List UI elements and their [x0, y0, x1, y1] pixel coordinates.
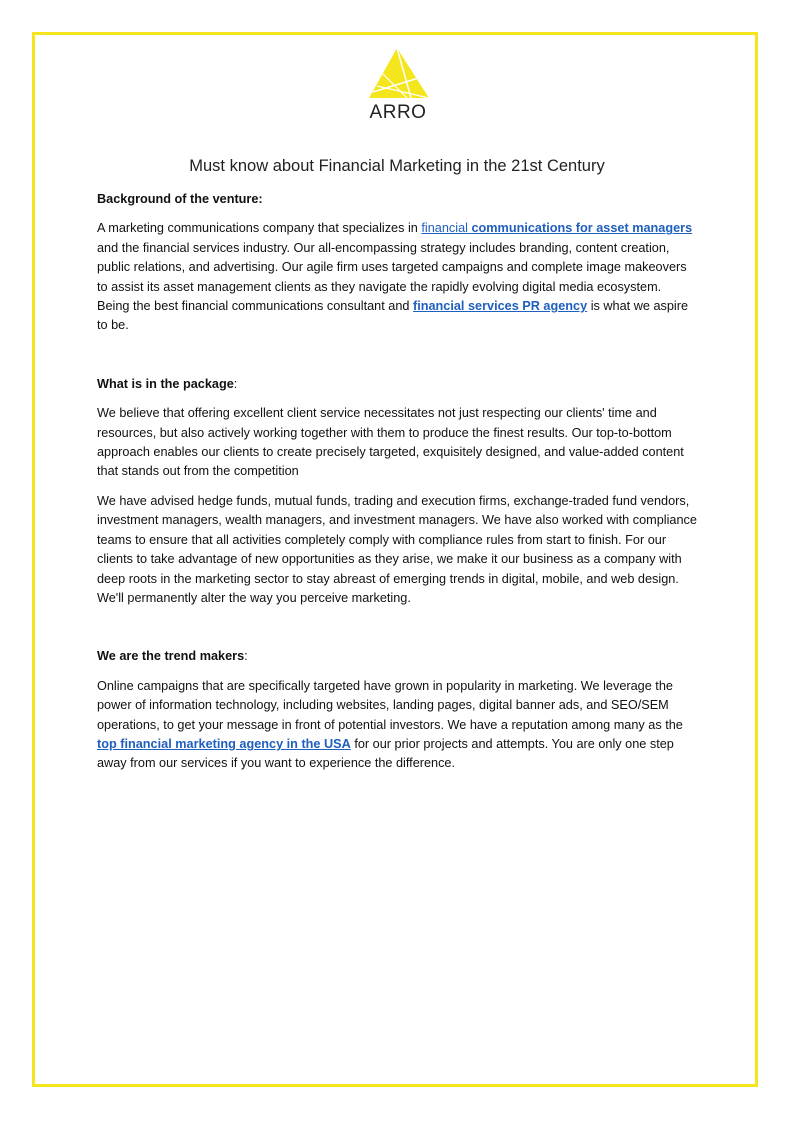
section-heading [97, 375, 697, 394]
paragraph-text: is what we aspire to be. [97, 299, 689, 333]
heading-text: Background of the venture: [97, 192, 263, 206]
inline-link[interactable]: top financial marketing agency in the USA [97, 736, 351, 751]
section-spacer [97, 618, 697, 647]
section-heading [97, 647, 697, 666]
inline-link[interactable]: financial [421, 221, 472, 236]
triangle-logo-icon [363, 46, 433, 102]
paragraph-text: We have advised hedge funds, mutual funds, trading and execution firms, exchange-traded fund vendors, investment managers, wealth managers, and investment managers. We have also worked with compliance teams to ensure that all activities completely comply with compliance rules from start to finish. For our clients to take advantage of new opportunities as they arise, we make it our business as a company with deep roots in the marketing sector to stay abreast of emerging trends in digital, mobile, and web design. We'll permanently alter the way you perceive marketing. [97, 493, 697, 605]
paragraph-text: for our prior projects and attempts. You are only one step away from our services if you want to experience the difference. [97, 736, 674, 771]
document-title: Must know about Financial Marketing in the 21st Century [189, 157, 605, 175]
paragraph-text: We believe that offering excellent client service necessitates not just respecting our clients' time and resources, but also actively working together with them to produce the finest results. Our top-to-bottom approach enables our clients to create precisely targeted, exquisitely designed, and value-added content that stands out from the competition [97, 406, 684, 479]
paragraph-text: Online campaigns that are specifically targeted have grown in popularity in marketing. We leverage the power of information technology, including websites, landing pages, digital banner ads, and SEO/SEM operations, to get your message in front of potential investors. We have a reputation among many as the [97, 678, 683, 732]
heading-text: What is in the package [97, 376, 234, 391]
paragraph [97, 677, 697, 774]
heading-text: : [233, 376, 238, 391]
logo-text: ARRO [369, 102, 427, 123]
inline-link[interactable]: communications for asset managers [471, 221, 693, 236]
document-body [97, 190, 697, 784]
inline-link[interactable]: financial services PR agency [412, 299, 588, 314]
section-spacer [97, 346, 697, 375]
paragraph [97, 404, 697, 482]
paragraph-text: and the financial services industry. Our all-encompassing strategy includes branding, content creation, public relations, and advertising. Our agile firm uses targeted campaigns and complete image makeovers to assist its asset management clients as they navigate the rapidly evolving digital media ecosystem. Being the best financial communications consultant and [97, 240, 687, 314]
paragraph-text: A marketing communications company that specializes in [97, 221, 422, 236]
paragraph [97, 492, 697, 608]
paragraph [97, 219, 697, 335]
heading-text: : [244, 649, 248, 664]
heading-text: We are the trend makers [97, 649, 245, 664]
section-heading [97, 190, 697, 209]
arro-logo [363, 46, 433, 126]
